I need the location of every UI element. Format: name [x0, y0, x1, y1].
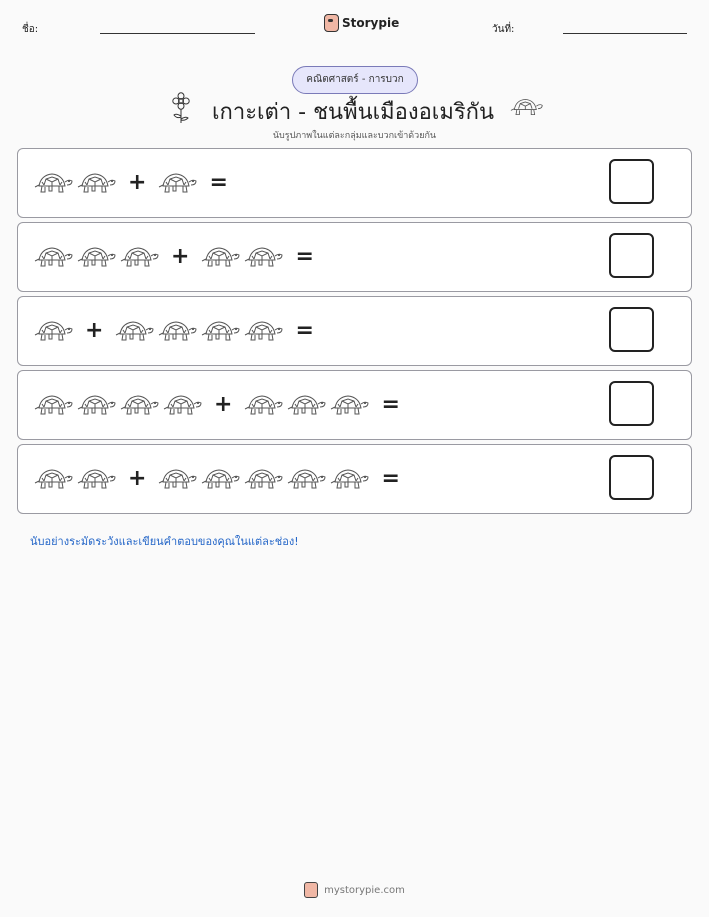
- turtle-icon: [120, 244, 160, 270]
- turtle-icon: [34, 244, 74, 270]
- turtle-icon: [158, 318, 198, 344]
- turtle-icon: [158, 466, 198, 492]
- problem-expression: [34, 445, 412, 513]
- footer-site: mystorypie.com: [324, 884, 405, 896]
- header: [0, 14, 709, 44]
- turtle-icon: [77, 170, 117, 196]
- turtle-icon: [244, 318, 284, 344]
- brand: [324, 14, 399, 32]
- turtle-icon: [34, 170, 74, 196]
- answer-box[interactable]: [609, 307, 654, 352]
- turtle-icon: [330, 392, 370, 418]
- turtle-icon: [77, 392, 117, 418]
- answer-box[interactable]: [609, 381, 654, 426]
- footer: [0, 880, 709, 900]
- storypie-logo-icon: [324, 14, 339, 32]
- turtle-icon: [120, 392, 160, 418]
- name-field[interactable]: [100, 33, 255, 34]
- page-title: เกาะเต่า - ชนพื้นเมืองอเมริกัน: [212, 100, 494, 125]
- problem-expression: [34, 223, 326, 291]
- problem-row: [17, 296, 692, 366]
- storypie-logo-icon: [304, 882, 318, 898]
- turtle-icon: [287, 466, 327, 492]
- turtle-icon: [201, 244, 241, 270]
- equals-sign: =: [381, 466, 400, 491]
- flower-icon: [170, 92, 192, 124]
- answer-box[interactable]: [609, 233, 654, 278]
- name-label: ชื่อ:: [22, 24, 39, 35]
- problem-row: [17, 222, 692, 292]
- turtle-icon: [287, 392, 327, 418]
- turtle-icon: [201, 318, 241, 344]
- turtle-icon: [201, 466, 241, 492]
- turtle-icon: [34, 392, 74, 418]
- turtle-icon: [34, 466, 74, 492]
- topic-pill: คณิตศาสตร์ - การบวก: [292, 66, 418, 94]
- problem-expression: [34, 297, 326, 365]
- turtle-icon: [510, 96, 544, 118]
- turtle-icon: [158, 170, 198, 196]
- problem-expression: [34, 371, 412, 439]
- turtle-icon: [77, 466, 117, 492]
- footer-note: นับอย่างระมัดระวังและเขียนคำตอบของคุณในแต่ละช่อง!: [30, 535, 299, 548]
- equals-sign: =: [295, 318, 314, 343]
- equals-sign: =: [209, 170, 228, 195]
- problem-row: [17, 444, 692, 514]
- equals-sign: =: [381, 392, 400, 417]
- title-row: [0, 90, 709, 128]
- problem-row: [17, 148, 692, 218]
- problem-expression: [34, 149, 240, 217]
- date-label: วันที่:: [492, 24, 515, 35]
- plus-sign: +: [85, 318, 104, 343]
- turtle-icon: [34, 318, 74, 344]
- instructions: นับรูปภาพในแต่ละกลุ่มและบวกเข้าด้วยกัน: [272, 131, 437, 141]
- plus-sign: +: [128, 466, 147, 491]
- plus-sign: +: [171, 244, 190, 269]
- brand-name: Storypie: [342, 16, 400, 30]
- turtle-icon: [330, 466, 370, 492]
- turtle-icon: [244, 392, 284, 418]
- plus-sign: +: [128, 170, 147, 195]
- plus-sign: +: [214, 392, 233, 417]
- turtle-icon: [244, 244, 284, 270]
- answer-box[interactable]: [609, 159, 654, 204]
- turtle-icon: [163, 392, 203, 418]
- problem-row: [17, 370, 692, 440]
- answer-box[interactable]: [609, 455, 654, 500]
- turtle-icon: [244, 466, 284, 492]
- equals-sign: =: [295, 244, 314, 269]
- turtle-icon: [77, 244, 117, 270]
- turtle-icon: [115, 318, 155, 344]
- date-field[interactable]: [563, 33, 687, 34]
